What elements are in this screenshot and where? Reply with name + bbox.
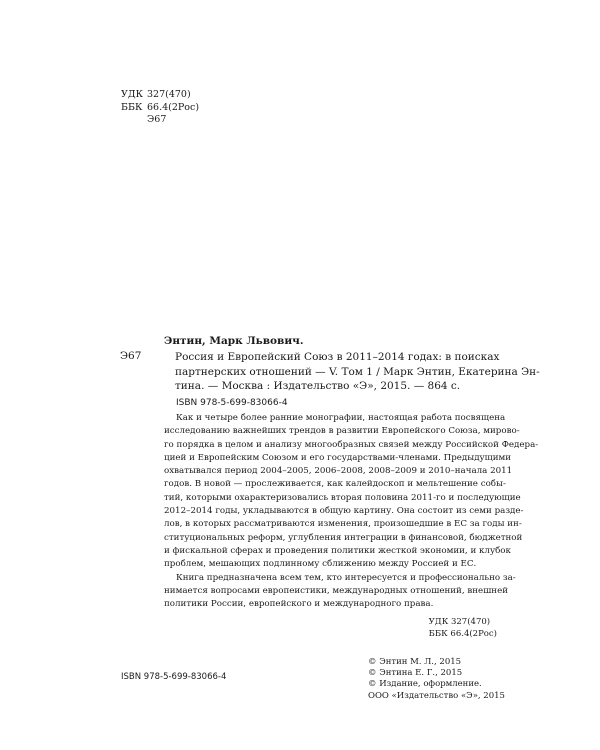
abstract-line: охватывался период 2004–2005, 2006–2008, 2008–2009 и 2010–начала 2011 — [164, 466, 513, 477]
cutter-top: Э67 — [147, 114, 167, 125]
copyright-line: © Издание, оформление. — [368, 679, 482, 690]
abstract-line: политики России, европейского и международного права. — [164, 599, 434, 610]
abstract-line: нимается вопросами европеистики, международных отношений, внешней — [164, 585, 508, 596]
abstract-line: Как и четыре более ранние монографии, настоящая работа посвящена — [176, 413, 506, 423]
abstract-line: исследованию важнейших трендов в развитии Европейского Союза, мирово- — [164, 426, 520, 437]
abstract-line: Книга предназначена всем тем, кто интересуется и профессионально за- — [176, 572, 516, 583]
abstract-line: 2012–2014 годы, укладываются в общую картину. Она состоит из семи разде- — [164, 506, 524, 517]
classification-top — [121, 89, 199, 127]
isbn-record: ISBN 978-5-699-83066-4 — [176, 398, 288, 408]
bbk-value: 66.4(2Рос) — [147, 101, 200, 113]
bbk-row — [121, 102, 199, 115]
abstract-line: лов, в которых рассматриваются изменения, произошедшие в ЕС за годы ин- — [164, 519, 522, 530]
udk-bottom: УДК 327(470) — [428, 617, 491, 627]
abstract-line: проблем, мешающих подлинному сближению между Россией и ЕС. — [164, 559, 477, 570]
bbk-bottom: ББК 66.4(2Рос) — [428, 628, 497, 639]
abstract-line: цией и Европейским Союзом и его государствами-членами. Предыдущими — [164, 452, 512, 463]
biblio-line: Россия и Европейский Союз в 2011–2014 годах: в поисках — [175, 351, 500, 363]
abstract-line: тий, которыми охарактеризовались вторая половина 2011-го и последующие — [164, 492, 521, 503]
copyright-line: © Энтин М. Л., 2015 — [368, 657, 462, 667]
udk-value: 327(470) — [147, 89, 191, 100]
copyright-block — [368, 657, 505, 702]
biblio-line: партнерских отношений — V. Том 1 / Марк Энтин, Екатерина Эн- — [175, 365, 540, 378]
bbk-label: ББК — [121, 101, 143, 113]
author-heading: Энтин, Марк Львович. — [164, 335, 304, 347]
cutter-mark: Э67 — [120, 350, 142, 362]
copyright-line: © Энтина Е. Г., 2015 — [368, 668, 463, 679]
isbn-bottom: ISBN 978-5-699-83066-4 — [121, 672, 227, 682]
copyright-line: ООО «Издательство «Э», 2015 — [368, 690, 505, 701]
abstract-line: годов. В новой — прослеживается, как калейдоскоп и мельтешение собы- — [164, 479, 506, 490]
biblio-line: тина. — Москва : Издательство «Э», 2015. — 864 с. — [175, 380, 461, 392]
udk-label: УДК — [121, 89, 143, 100]
bibliographic-description — [175, 350, 540, 394]
abstract-line: го порядка в целом и анализу многообразных связей между Российской Федера- — [164, 439, 539, 450]
udk-row — [121, 89, 199, 102]
abstract-line: и фискальной сферах и проведения политики жесткой экономии, и клубок — [164, 545, 511, 556]
classification-bottom — [429, 617, 497, 640]
abstract — [164, 412, 539, 611]
abstract-line: ституциональных реформ, углубления интеграции в финансовой, бюджетной — [164, 532, 523, 543]
